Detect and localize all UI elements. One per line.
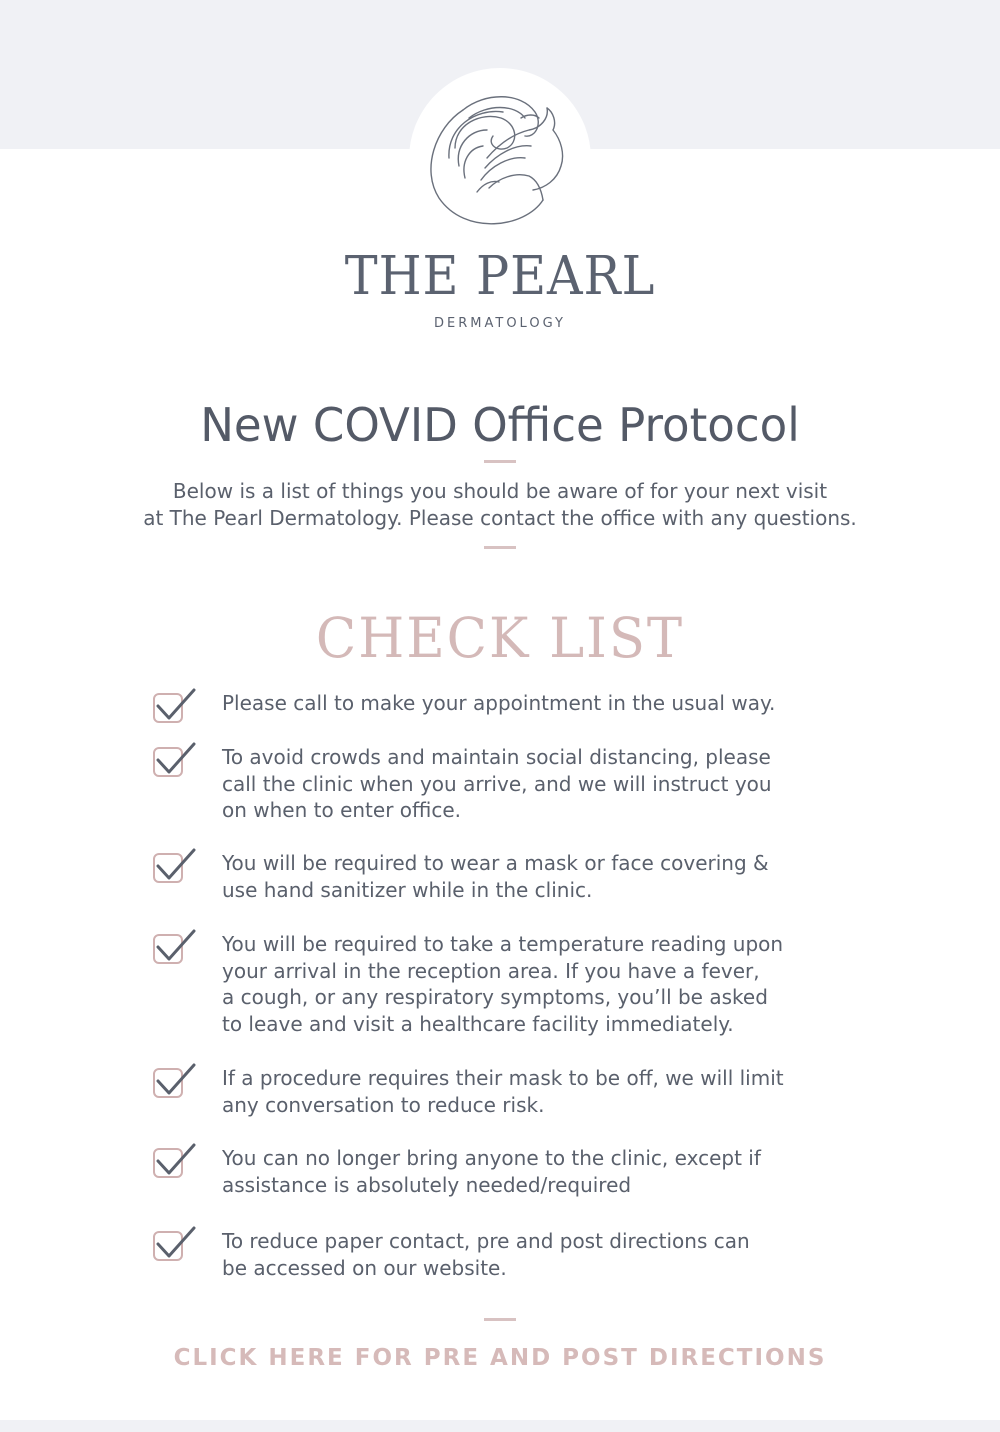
item-line: assistance is absolutely needed/required [222, 1172, 632, 1197]
checkmark-icon [150, 1222, 198, 1266]
item-line: call the clinic when you arrive, and we will instruct you [222, 771, 772, 796]
checkmark-icon [150, 1059, 198, 1103]
intro-divider [484, 546, 516, 549]
intro-line: Below is a list of things you should be aware of for your next visit [172, 479, 828, 503]
item-line: your arrival in the reception area. If you have a fever, [222, 958, 760, 983]
item-line: You will be required to wear a mask or face covering & [222, 851, 769, 875]
item-line: You will be required to take a temperature reading upon [222, 932, 784, 956]
item-line: You can no longer bring anyone to the clinic, except if [222, 1146, 761, 1170]
intro-line: at The Pearl Dermatology. Please contact the office with any questions. [143, 506, 857, 530]
item-line: any conversation to reduce risk. [222, 1092, 545, 1117]
checkmark-icon [150, 1139, 198, 1183]
item-line: Please call to make your appointment in the usual way. [222, 691, 776, 715]
brand-name: THE PEARL [344, 246, 656, 307]
checklist-item-text [222, 931, 882, 1038]
item-line: To avoid crowds and maintain social distancing, please [222, 745, 771, 769]
bottom-band [0, 1420, 1000, 1432]
checkmark-icon [150, 738, 198, 782]
checklist-title: CHECK LIST [315, 606, 685, 670]
checklist-item-text [222, 1065, 882, 1118]
checkmark-icon [150, 844, 198, 888]
checklist-item-text [222, 744, 882, 824]
pearl-logo-icon [425, 88, 575, 233]
checklist-item-text [222, 1145, 882, 1198]
item-line: a cough, or any respiratory symptoms, you’ll be asked [222, 985, 768, 1010]
intro-text [60, 478, 940, 532]
checklist-item-text [222, 690, 882, 717]
page-title: New COVID Office Protocol [200, 398, 800, 452]
item-line: To reduce paper contact, pre and post directions can [222, 1229, 750, 1253]
item-line: use hand sanitizer while in the clinic. [222, 877, 593, 902]
checklist-item-text [222, 1228, 882, 1281]
brand-subtitle: DERMATOLOGY [434, 316, 566, 331]
title-divider [484, 460, 516, 463]
item-line: If a procedure requires their mask to be off, we will limit [222, 1066, 784, 1090]
cta-divider [484, 1318, 516, 1321]
checklist-item-text [222, 850, 882, 903]
checkmark-icon [150, 925, 198, 969]
item-line: on when to enter office. [222, 798, 462, 823]
pre-post-directions-link[interactable]: CLICK HERE FOR PRE AND POST DIRECTIONS [173, 1345, 827, 1371]
item-line: to leave and visit a healthcare facility immediately. [222, 1012, 734, 1037]
item-line: be accessed on our website. [222, 1255, 507, 1280]
checkmark-icon [150, 684, 198, 728]
